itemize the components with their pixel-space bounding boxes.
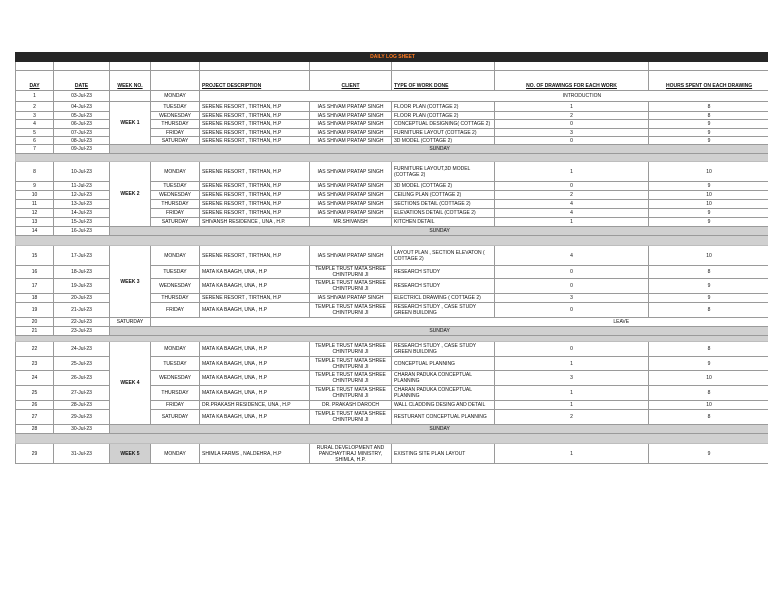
hours-cell: 9 [649, 279, 768, 294]
project-cell: SERENE RESORT , TIRTHAN, H.P [200, 120, 310, 129]
project-cell: MATA KA BAAGH, UNA , H.P [200, 386, 310, 401]
hours-cell: 10 [649, 246, 768, 266]
note-cell: LEAVE [151, 318, 768, 327]
weekday-cell: MONDAY [151, 444, 200, 464]
client-cell: IAS SHIVAM PRATAP SINGH [310, 191, 392, 200]
date-cell: 20-Jul-23 [54, 294, 110, 303]
spacer-row [16, 62, 768, 71]
day-cell: 17 [16, 279, 54, 294]
date-cell: 15-Jul-23 [54, 218, 110, 227]
work-cell: FLOOR PLAN (COTTAGE 2) [392, 102, 495, 112]
weekday-cell: MONDAY [151, 246, 200, 266]
project-cell: SERENE RESORT , TIRTHAN, H.P [200, 182, 310, 191]
date-cell: 18-Jul-23 [54, 266, 110, 279]
client-cell: IAS SHIVAM PRATAP SINGH [310, 112, 392, 120]
work-cell: RESEARCH STUDY [392, 279, 495, 294]
project-cell: SERENE RESORT , TIRTHAN, H.P [200, 102, 310, 112]
weekday-cell: MONDAY [151, 91, 200, 102]
day-cell: 29 [16, 444, 54, 464]
work-cell: CEILING PLAN (COTTAGE 2) [392, 191, 495, 200]
day-cell: 11 [16, 200, 54, 209]
weekday-cell: WEDNESDAY [151, 371, 200, 386]
date-cell: 30-Jul-23 [54, 425, 110, 434]
note-cell: SUNDAY [110, 145, 768, 154]
day-cell: 7 [16, 145, 54, 154]
header-drawings: NO. OF DRAWINGS FOR EACH WORK [495, 71, 649, 91]
hours-cell: 10 [649, 191, 768, 200]
hours-cell: 8 [649, 266, 768, 279]
weekday-cell: THURSDAY [151, 386, 200, 401]
weekday-cell: TUESDAY [151, 102, 200, 112]
work-cell: FURNITURE LAYOUT (COTTAGE 2) [392, 129, 495, 137]
client-cell: TEMPLE TRUST MATA SHREE CHINTPURNI JI [310, 371, 392, 386]
date-cell: 24-Jul-23 [54, 342, 110, 357]
date-cell: 26-Jul-23 [54, 371, 110, 386]
client-cell: TEMPLE TRUST MATA SHREE CHINTPURNI JI [310, 357, 392, 371]
day-cell: 22 [16, 342, 54, 357]
table-row [16, 246, 768, 266]
client-cell: IAS SHIVAM PRATAP SINGH [310, 137, 392, 145]
drawings-cell: 4 [495, 209, 649, 218]
weekday-cell: FRIDAY [151, 209, 200, 218]
header-client: CLIENT [310, 71, 392, 91]
drawings-cell: 1 [495, 386, 649, 401]
work-cell: KITCHEN DETAIL [392, 218, 495, 227]
drawings-cell: 2 [495, 410, 649, 425]
header-project: PROJECT DESCRIPTION [200, 71, 310, 91]
weekday-cell: SATURDAY [151, 410, 200, 425]
table-row [16, 145, 768, 154]
day-cell: 21 [16, 327, 54, 336]
work-cell: 3D MODEL (COTTAGE 2) [392, 137, 495, 145]
date-cell: 23-Jul-23 [54, 327, 110, 336]
day-cell: 6 [16, 137, 54, 145]
client-cell: IAS SHIVAM PRATAP SINGH [310, 294, 392, 303]
weekday-cell: TUESDAY [151, 182, 200, 191]
weekday-cell: THURSDAY [151, 200, 200, 209]
drawings-cell: 3 [495, 129, 649, 137]
table-row [16, 102, 768, 112]
hours-cell: 9 [649, 129, 768, 137]
project-cell: MATA KA BAAGH, UNA , H.P [200, 357, 310, 371]
week-cell: WEEK 2 [110, 162, 151, 227]
week-cell: WEEK 4 [110, 342, 151, 425]
header-hours: HOURS SPENT ON EACH DRAWING [649, 71, 768, 91]
work-cell: RESEARCH STUDY [392, 266, 495, 279]
day-cell: 1 [16, 91, 54, 102]
header-week-no: WEEK NO. [110, 71, 151, 91]
date-cell: 07-Jul-23 [54, 129, 110, 137]
sheet-title: DAILY LOG SHEET [16, 53, 768, 62]
work-cell: FURNITURE LAYOUT,3D MODEL (COTTAGE 2) [392, 162, 495, 182]
date-cell: 19-Jul-23 [54, 279, 110, 294]
date-cell: 29-Jul-23 [54, 410, 110, 425]
date-cell: 10-Jul-23 [54, 162, 110, 182]
date-cell: 31-Jul-23 [54, 444, 110, 464]
weekday-cell: TUESDAY [151, 357, 200, 371]
work-cell: WALL CLADDING DESING AND DETAIL [392, 401, 495, 410]
weekday-cell: THURSDAY [151, 120, 200, 129]
date-cell: 08-Jul-23 [54, 137, 110, 145]
hours-cell: 9 [649, 182, 768, 191]
project-cell: MATA KA BAAGH, UNA , H.P [200, 342, 310, 357]
project-cell: MATA KA BAAGH, UNA , H.P [200, 303, 310, 318]
client-cell: IAS SHIVAM PRATAP SINGH [310, 162, 392, 182]
work-cell: CONCEPTUAL PLANNING [392, 357, 495, 371]
drawings-cell: 4 [495, 200, 649, 209]
day-cell: 12 [16, 209, 54, 218]
table-row [16, 318, 768, 327]
hours-cell: 8 [649, 303, 768, 318]
project-cell: SERENE RESORT , TIRTHAN, H.P [200, 162, 310, 182]
work-cell: ELEVATIONS DETAIL (COTTAGE 2) [392, 209, 495, 218]
project-cell: MATA KA BAAGH, UNA , H.P [200, 279, 310, 294]
drawings-cell: 0 [495, 342, 649, 357]
day-cell: 26 [16, 401, 54, 410]
drawings-cell: 1 [495, 102, 649, 112]
day-cell: 5 [16, 129, 54, 137]
hours-cell: 8 [649, 410, 768, 425]
hours-cell: 10 [649, 401, 768, 410]
weekday-cell: WEDNESDAY [151, 112, 200, 120]
hours-cell: 9 [649, 357, 768, 371]
drawings-cell: 0 [495, 120, 649, 129]
client-cell: IAS SHIVAM PRATAP SINGH [310, 120, 392, 129]
date-cell: 12-Jul-23 [54, 191, 110, 200]
hours-cell: 9 [649, 209, 768, 218]
project-cell: SERENE RESORT , TIRTHAN, H.P [200, 209, 310, 218]
day-cell: 4 [16, 120, 54, 129]
project-cell: SERENE RESORT , TIRTHAN, H.P [200, 191, 310, 200]
weekday-cell: SATURDAY [151, 218, 200, 227]
drawings-cell: 0 [495, 137, 649, 145]
day-cell: 18 [16, 294, 54, 303]
date-cell: 17-Jul-23 [54, 246, 110, 266]
project-cell: DR.PRAKASH RESIDENCE, UNA , H.P [200, 401, 310, 410]
work-cell: EXISTING SITE PLAN LAYOUT [392, 444, 495, 464]
title-row [16, 53, 768, 62]
drawings-cell: 0 [495, 182, 649, 191]
project-cell: SERENE RESORT , TIRTHAN, H.P [200, 246, 310, 266]
day-cell: 2 [16, 102, 54, 112]
table-row [16, 227, 768, 236]
day-cell: 3 [16, 112, 54, 120]
drawings-cell: 1 [495, 444, 649, 464]
client-cell: TEMPLE TRUST MATA SHREE CHINTPURNI JI [310, 303, 392, 318]
day-cell: 10 [16, 191, 54, 200]
date-cell: 16-Jul-23 [54, 227, 110, 236]
drawings-cell: 1 [495, 357, 649, 371]
note-cell: SUNDAY [110, 425, 768, 434]
hours-cell: 8 [649, 102, 768, 112]
drawings-cell: 1 [495, 401, 649, 410]
week-separator [16, 236, 768, 246]
date-cell: 09-Jul-23 [54, 145, 110, 154]
weekday-cell: SATURDAY [110, 318, 151, 327]
project-cell: SERENE RESORT , TIRTHAN, H.P [200, 294, 310, 303]
work-cell: ELECTRICL DRAWING ( COTTAGE 2) [392, 294, 495, 303]
date-cell: 04-Jul-23 [54, 102, 110, 112]
weekday-cell: TUESDAY [151, 266, 200, 279]
date-cell: 06-Jul-23 [54, 120, 110, 129]
day-cell: 16 [16, 266, 54, 279]
weekday-cell: SATURDAY [151, 137, 200, 145]
day-cell: 28 [16, 425, 54, 434]
week-cell: WEEK 1 [110, 102, 151, 145]
separator-cell [16, 154, 768, 162]
project-cell: MATA KA BAAGH, UNA , H.P [200, 410, 310, 425]
table-row [16, 91, 768, 102]
weekday-cell: MONDAY [151, 162, 200, 182]
client-cell: TEMPLE TRUST MATA SHREE CHINTPURNI JI [310, 410, 392, 425]
header-work-type: TYPE OF WORK DONE [392, 71, 495, 91]
weekday-cell: WEDNESDAY [151, 279, 200, 294]
hours-cell: 8 [649, 112, 768, 120]
note-cell: INTRODUCTION [200, 91, 768, 102]
date-cell: 21-Jul-23 [54, 303, 110, 318]
drawings-cell: 3 [495, 294, 649, 303]
day-cell: 15 [16, 246, 54, 266]
project-cell: SERENE RESORT , TIRTHAN, H.P [200, 200, 310, 209]
table-row [16, 327, 768, 336]
date-cell: 14-Jul-23 [54, 209, 110, 218]
project-cell: SHIMLA FARMS , NALDEHRA, H.P [200, 444, 310, 464]
day-cell: 23 [16, 357, 54, 371]
work-cell: RESTURANT CONCEPTUAL PLANNING [392, 410, 495, 425]
log-table [15, 52, 768, 464]
client-cell: MR.SHIVANSH [310, 218, 392, 227]
week-separator [16, 434, 768, 444]
work-cell: FLOOR PLAN (COTTAGE 2) [392, 112, 495, 120]
note-cell: SUNDAY [110, 227, 768, 236]
date-cell: 27-Jul-23 [54, 386, 110, 401]
work-cell: CHARAN PADUKA CONCEPTUAL PLANNING [392, 371, 495, 386]
weekday-cell: MONDAY [151, 342, 200, 357]
day-cell: 24 [16, 371, 54, 386]
day-cell: 13 [16, 218, 54, 227]
note-cell: SUNDAY [110, 327, 768, 336]
day-cell: 9 [16, 182, 54, 191]
date-cell: 25-Jul-23 [54, 357, 110, 371]
date-cell: 28-Jul-23 [54, 401, 110, 410]
hours-cell: 9 [649, 294, 768, 303]
date-cell: 11-Jul-23 [54, 182, 110, 191]
header-day: DAY [16, 71, 54, 91]
client-cell: RURAL DEVELOPMENT AND PANCHAYTIRAJ MINISTRY, SHIMLA, H.P. [310, 444, 392, 464]
separator-cell [16, 434, 768, 444]
day-cell: 25 [16, 386, 54, 401]
project-cell: SHIVANSH RESIDENCE , UNA , H.P. [200, 218, 310, 227]
week-cell: WEEK 3 [110, 246, 151, 318]
weekday-cell: WEDNESDAY [151, 191, 200, 200]
drawings-cell: 4 [495, 246, 649, 266]
hours-cell: 9 [649, 444, 768, 464]
work-cell: LAYOUT PLAN , SECTION ELEVATON ( COTTAGE 2) [392, 246, 495, 266]
table-row [16, 342, 768, 357]
week-cell: WEEK 5 [110, 444, 151, 464]
client-cell: IAS SHIVAM PRATAP SINGH [310, 200, 392, 209]
client-cell: IAS SHIVAM PRATAP SINGH [310, 246, 392, 266]
drawings-cell: 2 [495, 112, 649, 120]
hours-cell: 10 [649, 200, 768, 209]
date-cell: 05-Jul-23 [54, 112, 110, 120]
daily-log-sheet [15, 52, 768, 464]
client-cell: IAS SHIVAM PRATAP SINGH [310, 102, 392, 112]
day-cell: 19 [16, 303, 54, 318]
hours-cell: 9 [649, 218, 768, 227]
table-row [16, 425, 768, 434]
drawings-cell: 0 [495, 279, 649, 294]
week-separator [16, 154, 768, 162]
separator-cell [16, 236, 768, 246]
hours-cell: 10 [649, 371, 768, 386]
date-cell: 03-Jul-23 [54, 91, 110, 102]
header-date: DATE [54, 71, 110, 91]
drawings-cell: 0 [495, 266, 649, 279]
weekday-cell: FRIDAY [151, 303, 200, 318]
drawings-cell: 1 [495, 218, 649, 227]
client-cell: TEMPLE TRUST MATA SHREE CHINTPURNI JI [310, 279, 392, 294]
weekday-cell: THURSDAY [151, 294, 200, 303]
day-cell: 27 [16, 410, 54, 425]
hours-cell: 8 [649, 342, 768, 357]
client-cell: TEMPLE TRUST MATA SHREE CHINTPURNI JI [310, 342, 392, 357]
project-cell: MATA KA BAAGH, UNA , H.P [200, 266, 310, 279]
hours-cell: 9 [649, 137, 768, 145]
date-cell: 13-Jul-23 [54, 200, 110, 209]
work-cell: CHARAN PADUKA CONCEPTUAL PLANNING [392, 386, 495, 401]
week-cell [110, 91, 151, 102]
day-cell: 20 [16, 318, 54, 327]
date-cell: 22-Jul-23 [54, 318, 110, 327]
work-cell: CONCEPTUAL DESIGNING( COTTAGE 2) [392, 120, 495, 129]
client-cell: IAS SHIVAM PRATAP SINGH [310, 182, 392, 191]
work-cell: RESEARCH STUDY , CASE STUDY GREEN BUILDING [392, 303, 495, 318]
client-cell: IAS SHIVAM PRATAP SINGH [310, 209, 392, 218]
work-cell: RESEARCH STUDY , CASE STUDY GREEN BUILDING [392, 342, 495, 357]
hours-cell: 10 [649, 162, 768, 182]
hours-cell: 9 [649, 120, 768, 129]
day-cell: 8 [16, 162, 54, 182]
client-cell: IAS SHIVAM PRATAP SINGH [310, 129, 392, 137]
work-cell: 3D MODEL (COTTAGE 2) [392, 182, 495, 191]
drawings-cell: 1 [495, 162, 649, 182]
client-cell: TEMPLE TRUST MATA SHREE CHINTPURNI JI [310, 386, 392, 401]
drawings-cell: 3 [495, 371, 649, 386]
weekday-cell: FRIDAY [151, 129, 200, 137]
weekday-cell: FRIDAY [151, 401, 200, 410]
table-row [16, 162, 768, 182]
project-cell: SERENE RESORT , TIRTHAN, H.P [200, 129, 310, 137]
project-cell: SERENE RESORT , TIRTHAN, H.P [200, 112, 310, 120]
client-cell: DR. PRAKASH DAROCH [310, 401, 392, 410]
project-cell: SERENE RESORT , TIRTHAN, H.P [200, 137, 310, 145]
hours-cell: 8 [649, 386, 768, 401]
work-cell: SECTIONS DETAIL (COTTAGE 2) [392, 200, 495, 209]
table-row [16, 444, 768, 464]
header-row [16, 71, 768, 91]
drawings-cell: 0 [495, 303, 649, 318]
client-cell: TEMPLE TRUST MATA SHREE CHINTPURNI JI [310, 266, 392, 279]
header-weekday [151, 71, 200, 91]
day-cell: 14 [16, 227, 54, 236]
drawings-cell: 2 [495, 191, 649, 200]
project-cell: MATA KA BAAGH, UNA , H.P [200, 371, 310, 386]
